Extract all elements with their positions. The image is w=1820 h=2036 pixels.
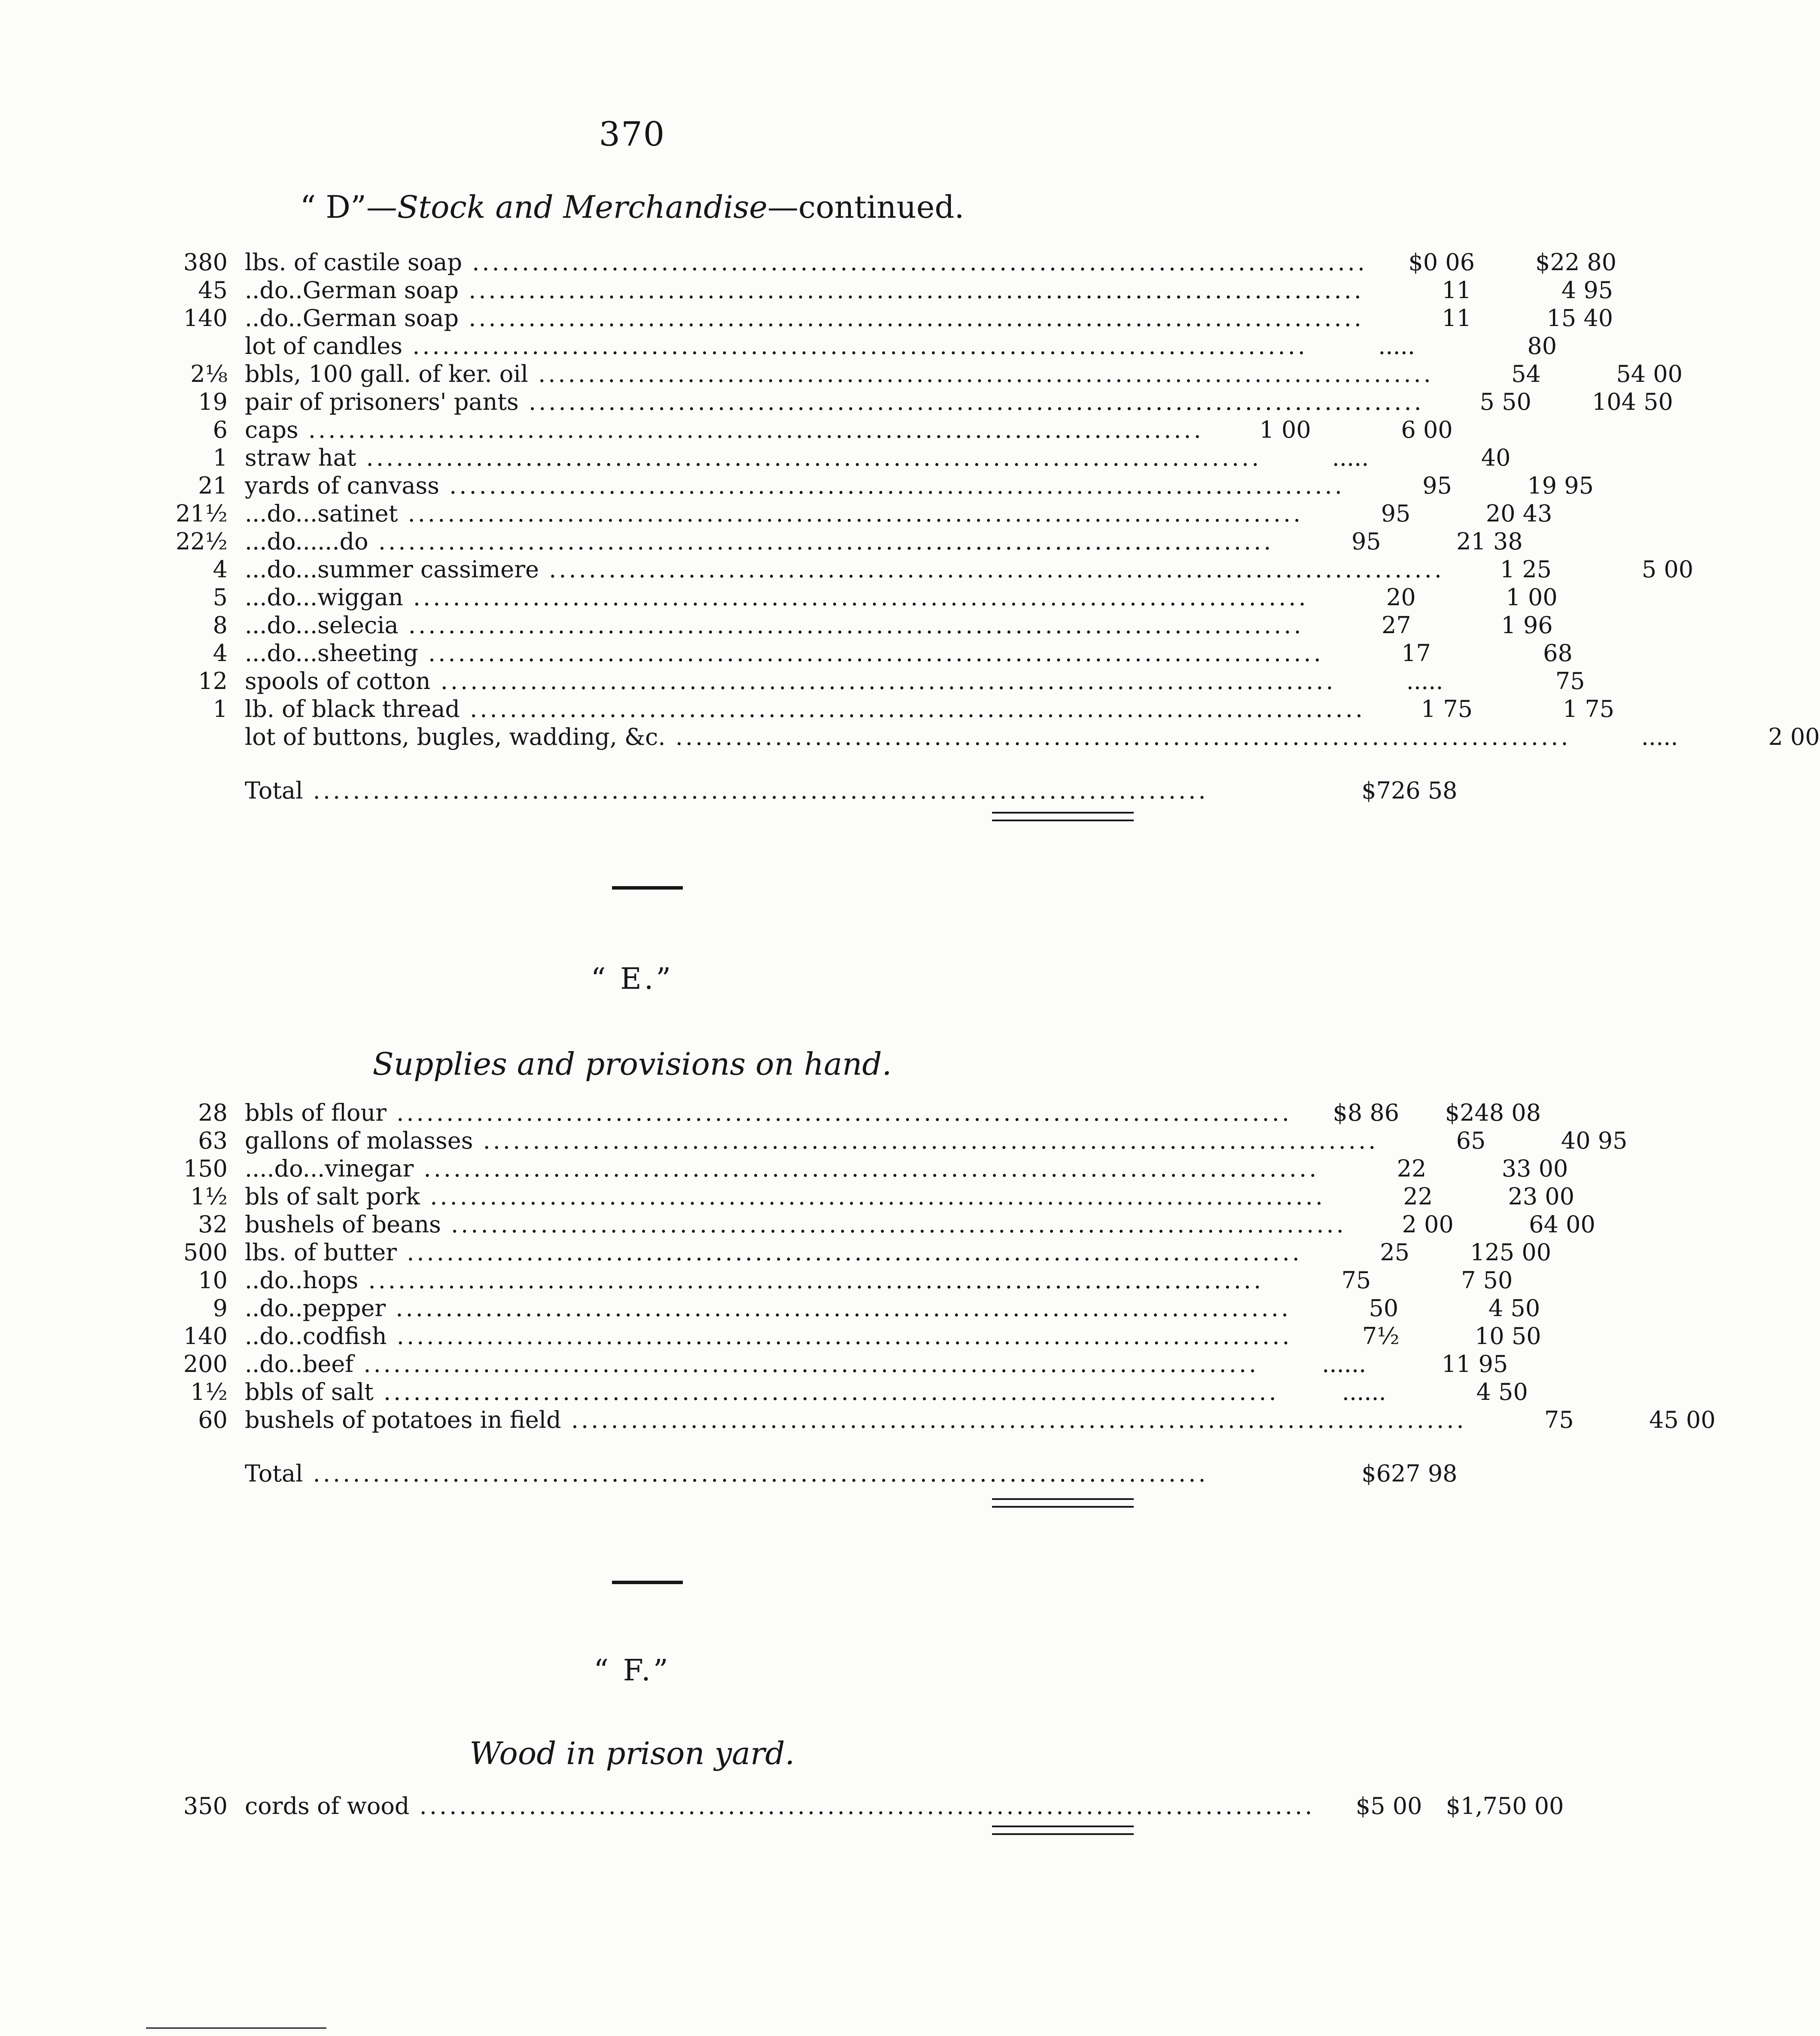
quantity-cell: 140 (183, 305, 228, 332)
amount-cell: 40 95 (1561, 1127, 1628, 1154)
leader-dots: .......................................................................................... (397, 1239, 1303, 1266)
leader-dots: .......................................................................................... (409, 1792, 1315, 1820)
section-e-label: “ E.” (590, 962, 674, 996)
leader-dots: .......................................................................................... (460, 695, 1366, 722)
leader-dots: .......................................................................................... (398, 500, 1303, 527)
description-cell (245, 639, 1324, 667)
amount-cell: 1 96 (1501, 612, 1553, 639)
leader-dots: .......................................................................................... (473, 1127, 1379, 1154)
leader-dots: .......................................................................................... (386, 1295, 1291, 1322)
table-row (163, 248, 1617, 276)
section-divider (612, 886, 683, 890)
description-text: ..do..hops (245, 1267, 359, 1294)
unit-price-cell: 54 (1511, 360, 1541, 387)
unit-price-cell: 65 (1456, 1127, 1486, 1154)
description-cell (245, 667, 1336, 695)
quantity-cell: 1½ (190, 1183, 228, 1210)
amount-cell: 19 95 (1527, 472, 1594, 499)
description-cell (245, 555, 1444, 583)
description-text: bls of salt pork (245, 1183, 420, 1210)
quantity-cell: 6 (213, 416, 228, 443)
unit-price-cell: $8 86 (1333, 1099, 1400, 1126)
unit-price-cell: 20 (1386, 584, 1416, 611)
amount-cell: 80 (1527, 332, 1557, 360)
section-f-title: Wood in prison yard. (469, 1735, 795, 1771)
leader-dots: .......................................................................................... (358, 1267, 1264, 1294)
total-label: Total (245, 777, 303, 804)
quantity-cell: 12 (198, 667, 228, 695)
quantity-cell: 150 (183, 1155, 228, 1182)
section-d-heading-prefix: “ D”— (300, 189, 397, 225)
unit-price-cell: 2 00 (1402, 1211, 1454, 1238)
total-label-cell (245, 1460, 1208, 1487)
table-row (163, 1238, 1552, 1266)
description-cell (245, 527, 1274, 555)
description-text: ...do...wiggan (245, 584, 403, 611)
quantity-cell: 21 (198, 472, 228, 499)
quantity-cell: 2⅛ (190, 360, 228, 387)
description-cell (245, 416, 1204, 444)
description-cell (245, 248, 1367, 276)
leader-dots: .......................................................................................... (414, 1155, 1319, 1182)
table-row (163, 611, 1553, 639)
table-row (163, 695, 1615, 723)
description-text: lot of buttons, bugles, wadding, &c. (245, 723, 666, 750)
amount-cell: 64 00 (1529, 1211, 1595, 1238)
quantity-cell: 19 (198, 388, 228, 415)
leader-dots: .......................................................................................... (402, 332, 1308, 360)
section-d-heading-italic: Stock and Merchandise (397, 189, 768, 225)
leader-dots: .......................................................................................... (353, 1350, 1259, 1378)
description-cell (245, 360, 1433, 388)
leader-dots: .......................................................................................... (387, 1323, 1292, 1350)
table-row (163, 1378, 1528, 1406)
description-text: ...do......do (245, 528, 368, 555)
description-cell (245, 444, 1262, 472)
table-row (163, 304, 1613, 332)
description-text: caps (245, 416, 298, 443)
amount-cell: 5 00 (1641, 556, 1694, 583)
quantity-cell: 5 (213, 584, 228, 611)
quantity-cell: 350 (183, 1792, 228, 1820)
page-number: 370 (599, 115, 666, 154)
leader-dots: .......................................................................................... (303, 777, 1208, 804)
amount-cell: $1,750 00 (1446, 1792, 1564, 1820)
description-text: ...do...satinet (245, 500, 398, 527)
section-d-heading (0, 189, 1264, 225)
total-value: $726 58 (1361, 777, 1458, 804)
description-cell (245, 1127, 1378, 1155)
quantity-cell: 9 (213, 1295, 228, 1322)
unit-price-cell: 5 50 (1479, 388, 1531, 415)
description-cell (245, 695, 1365, 723)
table-row (163, 472, 1594, 500)
amount-cell: 33 00 (1501, 1155, 1568, 1182)
description-cell (245, 1210, 1346, 1238)
description-cell (245, 583, 1309, 611)
leader-dots: .......................................................................................... (665, 723, 1571, 750)
unit-price-cell: 95 (1381, 500, 1411, 527)
unit-price-cell: ...... (1342, 1378, 1386, 1405)
leader-dots: .......................................................................................... (459, 305, 1364, 332)
section-d-heading-suffix: —continued. (767, 189, 965, 225)
description-cell (245, 1183, 1325, 1210)
table-row (163, 1183, 1575, 1210)
total-row (163, 777, 1458, 805)
total-value: $627 98 (1361, 1460, 1458, 1487)
description-cell (245, 276, 1364, 304)
description-text: yards of canvass (245, 472, 439, 499)
leader-dots: .......................................................................................... (518, 388, 1424, 415)
amount-cell: 68 (1543, 640, 1573, 667)
description-cell (245, 1238, 1302, 1266)
amount-cell: 75 (1555, 667, 1585, 695)
description-text: ...do...summer cassimere (245, 556, 539, 583)
section-f-total-double-rule (992, 1826, 1134, 1835)
description-text: ...do...selecia (245, 612, 399, 639)
amount-cell: 11 95 (1441, 1350, 1508, 1378)
leader-dots: .......................................................................................... (298, 416, 1204, 443)
unit-price-cell: 25 (1380, 1239, 1410, 1266)
leader-dots: .......................................................................................... (418, 640, 1324, 667)
leader-dots: .......................................................................................... (398, 612, 1304, 639)
leader-dots: .......................................................................................... (441, 1211, 1346, 1238)
unit-price-cell: 22 (1397, 1155, 1427, 1182)
quantity-cell: 32 (198, 1211, 228, 1238)
amount-cell: 20 43 (1485, 500, 1552, 527)
table-row (163, 500, 1552, 527)
description-text: bbls of salt (245, 1378, 374, 1405)
description-text: bbls of flour (245, 1099, 387, 1126)
unit-price-cell: $5 00 (1355, 1792, 1422, 1820)
quantity-cell: 1 (213, 444, 228, 471)
leader-dots: .......................................................................................... (561, 1406, 1467, 1433)
leader-dots: .......................................................................................... (420, 1183, 1326, 1210)
section-e-table (163, 1099, 1716, 1487)
table-row (163, 360, 1683, 388)
table-row (163, 1350, 1508, 1378)
leader-dots: .......................................................................................... (528, 360, 1433, 387)
table-row (163, 1127, 1628, 1155)
unit-price-cell: 11 (1442, 305, 1472, 332)
description-text: bushels of beans (245, 1211, 441, 1238)
quantity-cell: 45 (198, 277, 228, 304)
description-text: ....do...vinegar (245, 1155, 414, 1182)
quantity-cell: 28 (198, 1099, 228, 1126)
amount-cell: $248 08 (1445, 1099, 1541, 1126)
description-cell (245, 500, 1303, 527)
unit-price-cell: ..... (1406, 667, 1443, 695)
table-row (163, 1322, 1541, 1350)
amount-cell: 54 00 (1616, 360, 1683, 387)
quantity-cell: 63 (198, 1127, 228, 1154)
unit-price-cell: 22 (1403, 1183, 1433, 1210)
description-text: spools of cotton (245, 667, 431, 695)
quantity-cell: 4 (213, 640, 228, 667)
quantity-cell: 8 (213, 612, 228, 639)
description-cell (245, 332, 1308, 360)
table-row (163, 416, 1453, 444)
unit-price-cell: 27 (1382, 612, 1411, 639)
leader-dots: .......................................................................................... (462, 249, 1368, 276)
unit-price-cell: 17 (1401, 640, 1431, 667)
amount-cell: 1 75 (1562, 695, 1615, 722)
amount-cell: 6 00 (1401, 416, 1453, 443)
description-cell (245, 1406, 1467, 1434)
description-cell (245, 388, 1424, 416)
description-cell (245, 304, 1364, 332)
amount-cell: 23 00 (1508, 1183, 1575, 1210)
table-row (163, 1406, 1716, 1434)
table-row (163, 388, 1673, 416)
description-text: lbs. of castile soap (245, 249, 463, 276)
table-row (163, 1792, 1564, 1820)
total-label-cell (245, 777, 1208, 805)
total-row (163, 1460, 1458, 1487)
section-d-table (163, 248, 1820, 805)
table-row (163, 583, 1558, 611)
table-row (163, 1099, 1541, 1127)
unit-price-cell: ..... (1641, 723, 1678, 750)
section-e-total-double-rule (992, 1498, 1134, 1508)
description-text: gallons of molasses (245, 1127, 473, 1154)
section-f-label: “ F.” (593, 1654, 671, 1688)
description-text: ..do..German soap (245, 305, 459, 332)
leader-dots: .......................................................................................... (373, 1378, 1279, 1405)
quantity-cell: 1½ (190, 1378, 228, 1405)
table-row (163, 527, 1523, 555)
leader-dots: .......................................................................................... (439, 472, 1345, 499)
unit-price-cell: 7½ (1362, 1323, 1400, 1350)
amount-cell: 125 00 (1470, 1239, 1552, 1266)
amount-cell: 21 38 (1456, 528, 1523, 555)
description-text: ...do...sheeting (245, 640, 418, 667)
table-row (163, 332, 1557, 360)
description-cell (245, 723, 1571, 751)
description-text: bushels of potatoes in field (245, 1406, 561, 1433)
amount-cell: 7 50 (1461, 1267, 1513, 1294)
amount-cell: 1 00 (1506, 584, 1558, 611)
quantity-cell: 500 (183, 1239, 228, 1266)
description-text: cords of wood (245, 1792, 410, 1820)
amount-cell: 104 50 (1592, 388, 1673, 415)
unit-price-cell: ..... (1332, 444, 1369, 471)
amount-cell: 4 95 (1561, 277, 1613, 304)
description-cell (245, 1294, 1291, 1322)
table-row (163, 1210, 1595, 1238)
description-text: ..do..beef (245, 1350, 354, 1378)
description-text: pair of prisoners' pants (245, 388, 519, 415)
leader-dots: .......................................................................................... (539, 556, 1445, 583)
description-text: ..do..codfish (245, 1323, 387, 1350)
amount-cell: 45 00 (1649, 1406, 1716, 1433)
table-row (163, 667, 1585, 695)
description-cell (245, 1350, 1259, 1378)
amount-cell: 40 (1481, 444, 1511, 471)
unit-price-cell: 95 (1422, 472, 1452, 499)
unit-price-cell: 1 00 (1259, 416, 1311, 443)
quantity-cell: 22½ (175, 528, 228, 555)
amount-cell: 2 00 (1768, 723, 1820, 750)
description-cell (245, 1155, 1319, 1183)
section-f-table (163, 1792, 1564, 1820)
table-row (163, 444, 1511, 472)
unit-price-cell: 50 (1369, 1295, 1399, 1322)
quantity-cell: 380 (183, 249, 228, 276)
quantity-cell: 10 (198, 1267, 228, 1294)
description-text: straw hat (245, 444, 356, 471)
quantity-cell: 140 (183, 1323, 228, 1350)
description-text: lb. of black thread (245, 695, 460, 722)
description-cell (245, 1099, 1292, 1127)
quantity-cell: 4 (213, 556, 228, 583)
leader-dots: .......................................................................................... (430, 667, 1336, 695)
description-text: bbls, 100 gall. of ker. oil (245, 360, 528, 387)
unit-price-cell: 11 (1442, 277, 1472, 304)
section-d-total-double-rule (992, 812, 1134, 821)
leader-dots: .......................................................................................... (356, 444, 1262, 471)
table-row (163, 1266, 1513, 1294)
table-row (163, 639, 1573, 667)
description-cell (245, 1792, 1315, 1820)
total-label: Total (245, 1460, 303, 1487)
quantity-cell: 1 (213, 695, 228, 722)
description-cell (245, 1266, 1263, 1294)
leader-dots: .......................................................................................... (387, 1099, 1292, 1126)
amount-cell: 4 50 (1476, 1378, 1528, 1405)
description-cell (245, 1378, 1279, 1406)
description-cell (245, 611, 1304, 639)
description-text: ..do..German soap (245, 277, 459, 304)
unit-price-cell: $0 06 (1408, 249, 1475, 276)
quantity-cell: 200 (183, 1350, 228, 1378)
unit-price-cell: 1 25 (1500, 556, 1552, 583)
leader-dots: .......................................................................................... (368, 528, 1274, 555)
table-row (163, 555, 1694, 583)
leader-dots: .......................................................................................... (403, 584, 1309, 611)
description-text: lbs. of butter (245, 1239, 397, 1266)
description-cell (245, 472, 1345, 500)
unit-price-cell: 75 (1544, 1406, 1574, 1433)
description-text: ..do..pepper (245, 1295, 386, 1322)
unit-price-cell: ..... (1378, 332, 1415, 360)
table-row (163, 276, 1613, 304)
unit-price-cell: 1 75 (1421, 695, 1473, 722)
amount-cell: $22 80 (1535, 249, 1617, 276)
amount-cell: 15 40 (1546, 305, 1613, 332)
leader-dots: .......................................................................................... (303, 1460, 1208, 1487)
amount-cell: 10 50 (1475, 1323, 1541, 1350)
description-cell (245, 1322, 1292, 1350)
unit-price-cell: 75 (1341, 1267, 1371, 1294)
description-text: lot of candles (245, 332, 403, 360)
unit-price-cell: ...... (1322, 1350, 1367, 1378)
section-e-title: Supplies and provisions on hand. (372, 1046, 892, 1082)
section-divider (612, 1581, 683, 1584)
quantity-cell: 21½ (175, 500, 228, 527)
table-row (163, 1155, 1568, 1183)
leader-dots: .......................................................................................... (459, 277, 1364, 304)
table-row (163, 1294, 1540, 1322)
unit-price-cell: 95 (1351, 528, 1381, 555)
footer-rule (146, 2027, 326, 2029)
amount-cell: 4 50 (1488, 1295, 1540, 1322)
quantity-cell: 60 (198, 1406, 228, 1433)
table-row (163, 723, 1820, 751)
